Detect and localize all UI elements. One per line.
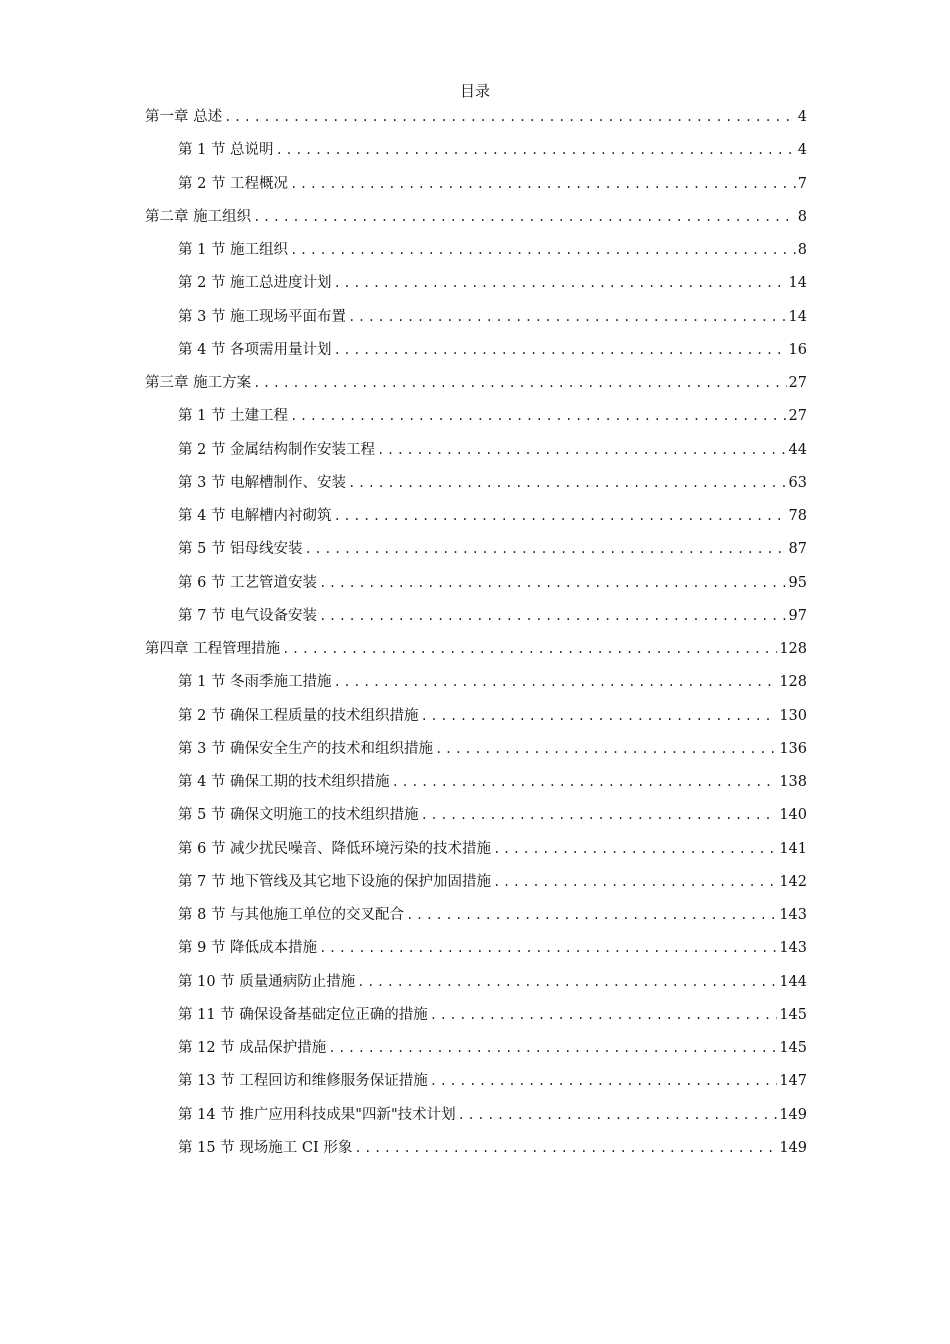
- toc-entry-label: 第 10 节 质量通病防止措施: [178, 973, 356, 990]
- toc-entry-label: 第 3 节 确保安全生产的技术和组织措施: [178, 740, 434, 757]
- dot-leader: [319, 605, 786, 627]
- toc-page-number: 14: [788, 275, 807, 292]
- toc-page-number: 130: [779, 707, 807, 724]
- toc-entry-label: 第 9 节 降低成本措施: [178, 940, 318, 957]
- toc-page-number: 4: [797, 142, 807, 159]
- dot-leader: [290, 173, 796, 195]
- toc-section-entry[interactable]: [145, 439, 807, 472]
- dot-leader: [290, 405, 786, 427]
- toc-section-entry[interactable]: [145, 705, 807, 738]
- toc-page-number: 63: [788, 474, 807, 491]
- toc-section-entry[interactable]: [145, 605, 807, 638]
- toc-entry-label: 第一章 总述: [145, 109, 223, 125]
- toc-section-entry[interactable]: [145, 1104, 807, 1137]
- toc-entry-label: 第 1 节 冬雨季施工措施: [178, 674, 332, 691]
- toc-page-number: 8: [797, 242, 807, 258]
- dot-leader: [377, 439, 786, 461]
- dot-leader: [334, 272, 787, 294]
- dot-leader: [348, 472, 786, 494]
- toc-section-entry[interactable]: [145, 472, 807, 505]
- toc-entry-label: 第三章 施工方案: [145, 375, 252, 391]
- toc-entry-label: 第 8 节 与其他施工单位的交叉配合: [178, 907, 405, 923]
- dot-leader: [406, 904, 777, 926]
- toc-entry-label: 第 7 节 地下管线及其它地下设施的保护加固措施: [178, 873, 492, 890]
- toc-entry-label: 第 1 节 施工组织: [178, 242, 289, 258]
- dot-leader: [282, 638, 777, 660]
- dot-leader: [305, 538, 787, 560]
- toc-page-number: 7: [797, 175, 807, 192]
- toc-page-number: 97: [788, 607, 807, 624]
- toc-section-entry[interactable]: [145, 239, 807, 272]
- toc-entry-label: 第 1 节 土建工程: [178, 408, 289, 425]
- toc-entry-label: 第 12 节 成品保护措施: [178, 1040, 327, 1056]
- toc-page-number: 145: [779, 1040, 807, 1056]
- toc-section-entry[interactable]: [145, 572, 807, 605]
- dot-leader: [354, 1137, 777, 1159]
- toc-section-entry[interactable]: [145, 871, 807, 904]
- toc-chapter-entry[interactable]: [145, 372, 807, 405]
- toc-section-entry[interactable]: [145, 139, 807, 172]
- toc-section-entry[interactable]: [145, 306, 807, 339]
- dot-leader: [253, 206, 796, 228]
- toc-page-number: 138: [779, 774, 807, 790]
- dot-leader: [392, 771, 778, 793]
- toc-page-number: 4: [797, 109, 807, 125]
- dot-leader: [328, 1037, 777, 1059]
- toc-section-entry[interactable]: [145, 671, 807, 704]
- toc-section-entry[interactable]: [145, 505, 807, 538]
- dot-leader: [430, 1004, 778, 1026]
- toc-entry-label: 第 4 节 电解槽内衬砌筑: [178, 508, 332, 524]
- toc-section-entry[interactable]: [145, 1037, 807, 1070]
- dot-leader: [334, 671, 778, 693]
- dot-leader: [319, 937, 777, 959]
- toc-page-number: 14: [788, 308, 807, 325]
- toc-page-number: 87: [788, 541, 807, 558]
- toc-page-number: 140: [779, 807, 807, 824]
- toc-entry-label: 第 13 节 工程回访和维修服务保证措施: [178, 1073, 428, 1090]
- toc-entry-label: 第 3 节 电解槽制作、安装: [178, 474, 347, 491]
- toc-page-number: 144: [779, 973, 807, 990]
- toc-entry-label: 第 5 节 铝母线安装: [178, 541, 303, 558]
- dot-leader: [458, 1104, 778, 1126]
- dot-leader: [421, 705, 778, 727]
- toc-page-number: 143: [779, 907, 807, 923]
- toc-chapter-entry[interactable]: [145, 106, 807, 139]
- toc-page-number: 128: [779, 641, 807, 657]
- toc-entry-label: 第 1 节 总说明: [178, 142, 274, 159]
- toc-entry-label: 第 6 节 工艺管道安装: [178, 574, 318, 591]
- dot-leader: [435, 738, 777, 760]
- dot-leader: [290, 239, 796, 261]
- toc-entry-label: 第 11 节 确保设备基础定位正确的措施: [178, 1006, 428, 1023]
- toc-section-entry[interactable]: [145, 738, 807, 771]
- dot-leader: [334, 339, 787, 361]
- toc-page-number: 149: [779, 1139, 807, 1156]
- dot-leader: [348, 306, 786, 328]
- toc-page-number: 95: [788, 574, 807, 591]
- toc-page-number: 128: [779, 674, 807, 691]
- toc-entry-label: 第二章 施工组织: [145, 208, 252, 225]
- toc-section-entry[interactable]: [145, 538, 807, 571]
- toc-entry-label: 第 2 节 确保工程质量的技术组织措施: [178, 707, 419, 724]
- toc-chapter-entry[interactable]: [145, 206, 807, 239]
- toc-title: 目录: [459, 82, 490, 100]
- toc-page-number: 136: [779, 740, 807, 757]
- toc-page-number: 149: [779, 1106, 807, 1123]
- toc-entry-label: 第四章 工程管理措施: [145, 641, 281, 657]
- toc-entry-label: 第 2 节 工程概况: [178, 175, 289, 192]
- toc-page-number: 27: [788, 375, 807, 391]
- dot-leader: [493, 871, 777, 893]
- toc-entry-label: 第 4 节 各项需用量计划: [178, 341, 332, 358]
- toc-entry-label: 第 2 节 施工总进度计划: [178, 275, 332, 292]
- toc-entry-label: 第 2 节 金属结构制作安装工程: [178, 441, 376, 458]
- toc-page-number: 147: [779, 1073, 807, 1090]
- toc-section-entry[interactable]: [145, 971, 807, 1004]
- toc-section-entry[interactable]: [145, 1004, 807, 1037]
- toc-section-entry[interactable]: [145, 1137, 807, 1170]
- toc-page-number: 8: [797, 208, 807, 225]
- dot-leader: [224, 106, 796, 128]
- dot-leader: [430, 1070, 778, 1092]
- toc-section-entry[interactable]: [145, 904, 807, 937]
- toc-entry-label: 第 5 节 确保文明施工的技术组织措施: [178, 807, 419, 824]
- toc-section-entry[interactable]: [145, 771, 807, 804]
- toc-page-number: 27: [788, 408, 807, 425]
- toc-entry-label: 第 15 节 现场施工 CI 形象: [178, 1139, 353, 1156]
- toc-page-number: 16: [788, 341, 807, 358]
- dot-leader: [276, 139, 796, 161]
- dot-leader: [334, 505, 787, 527]
- dot-leader: [421, 804, 778, 826]
- dot-leader: [319, 572, 786, 594]
- toc-page-number: 44: [788, 441, 807, 458]
- dot-leader: [253, 372, 786, 394]
- toc-page-number: 141: [779, 840, 807, 857]
- toc-section-entry[interactable]: [145, 1070, 807, 1103]
- toc-section-entry[interactable]: [145, 804, 807, 837]
- toc-chapter-entry[interactable]: [145, 638, 807, 671]
- toc-section-entry[interactable]: [145, 339, 807, 372]
- toc-entry-label: 第 4 节 确保工期的技术组织措施: [178, 774, 390, 790]
- toc-page-number: 143: [779, 940, 807, 957]
- toc-section-entry[interactable]: [145, 937, 807, 970]
- toc-entry-label: 第 3 节 施工现场平面布置: [178, 308, 347, 325]
- toc-entry-label: 第 7 节 电气设备安装: [178, 607, 318, 624]
- toc-section-entry[interactable]: [145, 173, 807, 206]
- toc-entry-label: 第 14 节 推广应用科技成果"四新"技术计划: [178, 1106, 456, 1123]
- toc-page-number: 142: [779, 873, 807, 890]
- toc-page-number: 145: [779, 1006, 807, 1023]
- toc-section-entry[interactable]: [145, 838, 807, 871]
- toc-entry-label: 第 6 节 减少扰民噪音、降低环境污染的技术措施: [178, 840, 492, 857]
- dot-leader: [493, 838, 777, 860]
- table-of-contents: [145, 106, 807, 1170]
- dot-leader: [357, 971, 777, 993]
- toc-section-entry[interactable]: [145, 405, 807, 438]
- toc-section-entry[interactable]: [145, 272, 807, 305]
- toc-page-number: 78: [788, 508, 807, 524]
